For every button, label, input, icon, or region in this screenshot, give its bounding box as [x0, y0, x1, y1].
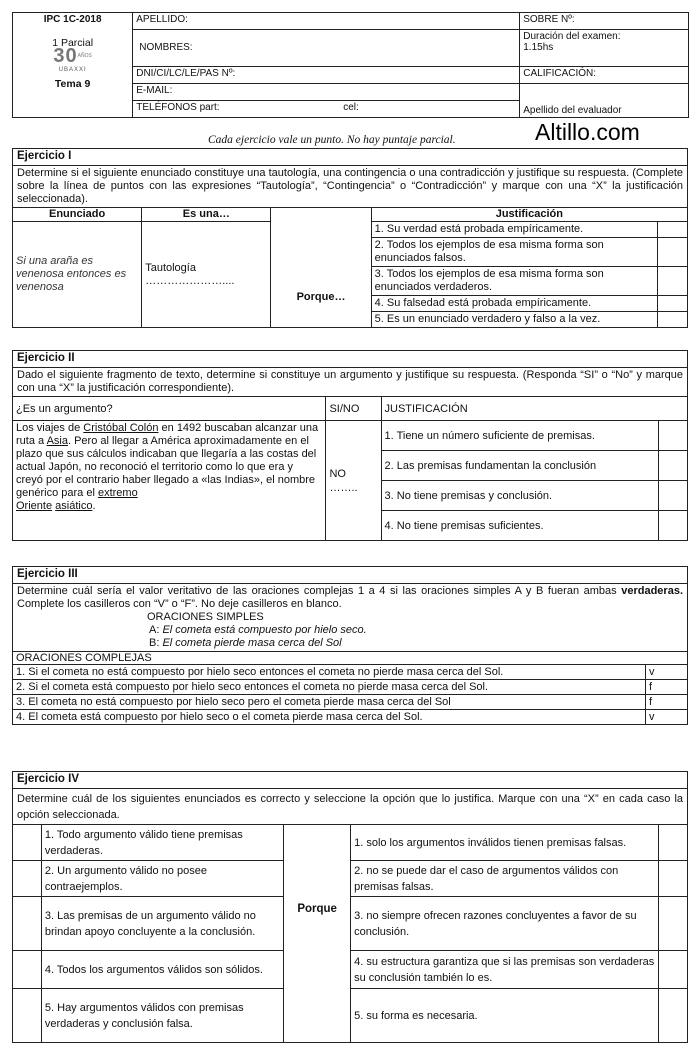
- duracion-value: 1.15hs: [523, 42, 554, 54]
- ex3-simples-label: ORACIONES SIMPLES: [147, 611, 264, 623]
- ex1-mark-1[interactable]: [658, 222, 688, 238]
- ex2-option-3: 3. No tiene premisas y conclusión.: [381, 481, 658, 511]
- ex2-text-part-2: en 1492 buscaban alcanzar una ruta a: [16, 422, 319, 447]
- exercise-3-title: Ejercicio III: [12, 566, 688, 584]
- exam-name: 1 Parcial: [52, 37, 94, 49]
- ex2-mark-2[interactable]: [658, 451, 687, 481]
- ex1-answer: Tautología: [145, 261, 196, 274]
- exercise-2-instructions: Dado el siguiente fragmento de texto, determine si constituye un argumento y justifique su respuesta. (Responda “SI” o “No” y marque con una “X” la justificación correspondiente).: [12, 368, 688, 397]
- ex4-right-mark-2[interactable]: [659, 861, 688, 897]
- ex1-option-4: 4. Su falsedad está probada empíricamente.: [371, 296, 657, 312]
- duracion-label: Duración del examen:: [523, 31, 621, 43]
- exercise-4: [12, 771, 688, 1043]
- link-extremo[interactable]: extremo: [97, 487, 138, 499]
- ex2-option-4: 4. No tiene premisas suficientes.: [381, 511, 658, 541]
- ex4-right-mark-3[interactable]: [659, 897, 688, 951]
- ex3-b-text: El cometa pierde masa cerca del Sol: [162, 637, 342, 649]
- ex4-left-1: 1. Todo argumento válido tiene premisas verdaderas.: [41, 825, 283, 861]
- ex2-mark-1[interactable]: [658, 421, 687, 451]
- ex2-text-part-3: . Pero al llegar a América aproximadamente en el plazo que sus cálculos indicaban que llegaría a las costas del actual Japón, no reconoció el territorio como lo que era y creyó por el contrario haber llegado a «las Indias», el nombre genérico para el: [16, 435, 317, 499]
- ex3-a-text: El cometa está compuesto por hielo seco.: [162, 624, 367, 636]
- ex1-mark-3[interactable]: [658, 267, 688, 296]
- ex3-sentence-1: 1. Si el cometa no está compuesto por hielo seco entonces el cometa no pierde masa cerca del Sol.: [13, 665, 646, 680]
- ex1-mark-5[interactable]: [658, 312, 688, 328]
- ex2-option-2: 2. Las premisas fundamentan la conclusión: [381, 451, 658, 481]
- exercise-1: [12, 148, 688, 328]
- apellido-field[interactable]: APELLIDO:: [133, 13, 520, 30]
- evaluador-field[interactable]: Apellido del evaluador: [520, 83, 689, 117]
- ex4-right-4: 4. su estructura garantiza que si las premisas son verdaderas su conclusión también lo es.: [351, 951, 659, 989]
- exam-topic: Tema 9: [54, 78, 91, 90]
- ex3-b-label: B:: [149, 637, 163, 649]
- ex1-mark-2[interactable]: [658, 238, 688, 267]
- ex4-left-mark-2[interactable]: [13, 861, 42, 897]
- exercise-3-instructions: [12, 584, 688, 652]
- link-asia[interactable]: Asia: [46, 435, 68, 447]
- scoring-note: Cada ejercicio vale un punto. No hay puntaje parcial.: [208, 134, 456, 146]
- duracion-cell: [520, 30, 689, 66]
- ex4-right-2: 2. no se puede dar el caso de argumentos válidos con premisas falsas.: [351, 861, 659, 897]
- ex4-left-mark-5[interactable]: [13, 989, 42, 1043]
- logo-number: 30: [53, 45, 78, 67]
- ex4-porque: Porque: [284, 825, 351, 1043]
- porque-header-blank: [271, 208, 371, 222]
- ex2-answer-cell[interactable]: [326, 421, 381, 541]
- ex3-sentence-2: 2. Si el cometa está compuesto por hielo seco entonces el cometa no pierde masa cerca del Sol.: [13, 680, 646, 695]
- ex3-value-4[interactable]: v: [646, 710, 688, 725]
- ex1-answer-dots: …………………....: [145, 274, 235, 287]
- col-justificacion: Justificación: [371, 208, 687, 222]
- ex2-answer: NO: [329, 467, 346, 480]
- ex4-right-3: 3. no siempre ofrecen razones concluyentes a favor de su conclusión.: [351, 897, 659, 951]
- ex4-left-4: 4. Todos los argumentos válidos son sólidos.: [41, 951, 283, 989]
- exercise-2-table: [12, 396, 688, 541]
- ex3-value-1[interactable]: v: [646, 665, 688, 680]
- link-oriente[interactable]: Oriente: [16, 500, 53, 512]
- ex4-left-3: 3. Las premisas de un argumento válido no brindan apoyo concluyente a la conclusión.: [41, 897, 283, 951]
- exercise-1-title: Ejercicio I: [12, 148, 688, 166]
- exam-header: [12, 12, 689, 118]
- ex3-instr-a: Determine cuál sería el valor veritativo de las oraciones complejas 1 a 4 si las oraciones simples A y B fueran ambas: [17, 585, 622, 597]
- logo-anos: AÑOS: [77, 53, 92, 59]
- ex2-col-sino: SI/NO: [326, 397, 381, 421]
- ex2-mark-3[interactable]: [658, 481, 687, 511]
- ex4-left-mark-3[interactable]: [13, 897, 42, 951]
- ex4-right-mark-1[interactable]: [659, 825, 688, 861]
- ex2-col-justificacion: JUSTIFICACIÓN: [381, 397, 687, 421]
- exercise-1-table: [12, 207, 688, 328]
- ex3-sentence-a: [147, 624, 683, 637]
- watermark-altillo: Altillo.com: [535, 119, 640, 145]
- cel-label: cel:: [343, 101, 359, 113]
- ex2-answer-dots: ……..: [329, 481, 358, 494]
- link-cristobal-colon[interactable]: Cristóbal Colón: [83, 422, 159, 434]
- ex2-text: [13, 421, 326, 541]
- ex3-instr-b: Complete los casilleros con “V” o “F”. No deje casilleros en blanco.: [17, 598, 342, 610]
- exercise-4-instructions: Determine cuál de los siguientes enunciados es correcto y seleccione la opción que lo justifica. Marque con una “X” en cada caso la opción seleccionada.: [12, 789, 688, 825]
- ex4-right-5: 5. su forma es necesaria.: [351, 989, 659, 1043]
- ex2-text-part-1: Los viajes de: [16, 422, 84, 434]
- ex1-statement: Si una araña es venenosa entonces es venenosa: [13, 222, 142, 328]
- ex3-a-label: A:: [149, 624, 163, 636]
- exercise-2: [12, 350, 688, 541]
- ex1-option-1: 1. Su verdad está probada empíricamente.: [371, 222, 657, 238]
- ex2-mark-4[interactable]: [658, 511, 687, 541]
- ex3-instr-bold: verdaderas.: [621, 585, 683, 597]
- ex4-left-2: 2. Un argumento válido no posee contraejemplos.: [41, 861, 283, 897]
- ex1-porque: Porque…: [271, 222, 371, 328]
- ex3-sentence-3: 3. El cometa no está compuesto por hielo seco pero el cometa pierde masa cerca del Sol: [13, 695, 646, 710]
- col-es-una: Es una…: [142, 208, 271, 222]
- exercise-3: [12, 566, 688, 725]
- course-info-cell: [13, 13, 133, 118]
- course-code: IPC 1C-2018: [43, 14, 102, 25]
- col-enunciado: Enunciado: [13, 208, 142, 222]
- ex1-answer-cell[interactable]: [142, 222, 271, 328]
- ex4-left-5: 5. Hay argumentos válidos con premisas verdaderas y conclusión falsa.: [41, 989, 283, 1043]
- ex1-option-2: 2. Todos los ejemplos de esa misma forma son enunciados falsos.: [371, 238, 657, 267]
- ubaxxi-logo: [13, 45, 132, 75]
- ex4-right-1: 1. solo los argumentos inválidos tienen premisas falsas.: [351, 825, 659, 861]
- ex3-value-3[interactable]: f: [646, 695, 688, 710]
- sobre-field[interactable]: SOBRE Nº:: [520, 13, 689, 30]
- ex4-left-mark-1[interactable]: [13, 825, 42, 861]
- calificacion-field[interactable]: CALIFICACIÓN:: [520, 66, 689, 83]
- ex3-complejas-label: ORACIONES COMPLEJAS: [13, 652, 688, 665]
- exercise-4-table: [12, 824, 688, 1043]
- ex2-col-question: ¿Es un argumento?: [13, 397, 326, 421]
- ex2-option-1: 1. Tiene un número suficiente de premisas.: [381, 421, 658, 451]
- nombres-field[interactable]: NOMBRES:: [133, 30, 520, 66]
- exercise-1-instructions: Determine si el siguiente enunciado constituye una tautología, una contingencia o una contradicción y justifique su respuesta. (Complete sobre la línea de puntos con las expresiones “Tautología”, “Contingencia” o “Contradicción” y marque con una “X” la justificación seleccionada).: [12, 166, 688, 208]
- logo-ubaxxi: UBAXXI: [58, 67, 87, 73]
- dni-field[interactable]: DNI/CI/LC/LE/PAS Nº:: [133, 66, 520, 83]
- exercise-2-title: Ejercicio II: [12, 350, 688, 368]
- ex4-left-mark-4[interactable]: [13, 951, 42, 989]
- telefonos-cell[interactable]: [133, 100, 520, 117]
- ex2-text-end: .: [92, 500, 96, 512]
- telefonos-label: TELÉFONOS part:: [136, 101, 220, 113]
- exercise-4-title: Ejercicio IV: [12, 771, 688, 789]
- ex4-right-mark-4[interactable]: [659, 951, 688, 989]
- ex4-right-mark-5[interactable]: [659, 989, 688, 1043]
- ex3-sentence-4: 4. El cometa está compuesto por hielo seco o el cometa pierde masa cerca del Sol.: [13, 710, 646, 725]
- link-asiatico[interactable]: asiático: [55, 500, 93, 512]
- ex1-option-3: 3. Todos los ejemplos de esa misma forma son enunciados verdaderos.: [371, 267, 657, 296]
- exercise-3-table: [12, 651, 688, 725]
- ex1-option-5: 5. Es un enunciado verdadero y falso a la vez.: [371, 312, 657, 328]
- email-field[interactable]: E-MAIL:: [133, 83, 520, 100]
- ex3-value-2[interactable]: f: [646, 680, 688, 695]
- ex3-simples: [17, 611, 683, 650]
- ex3-sentence-b: [147, 637, 683, 650]
- ex1-mark-4[interactable]: [658, 296, 688, 312]
